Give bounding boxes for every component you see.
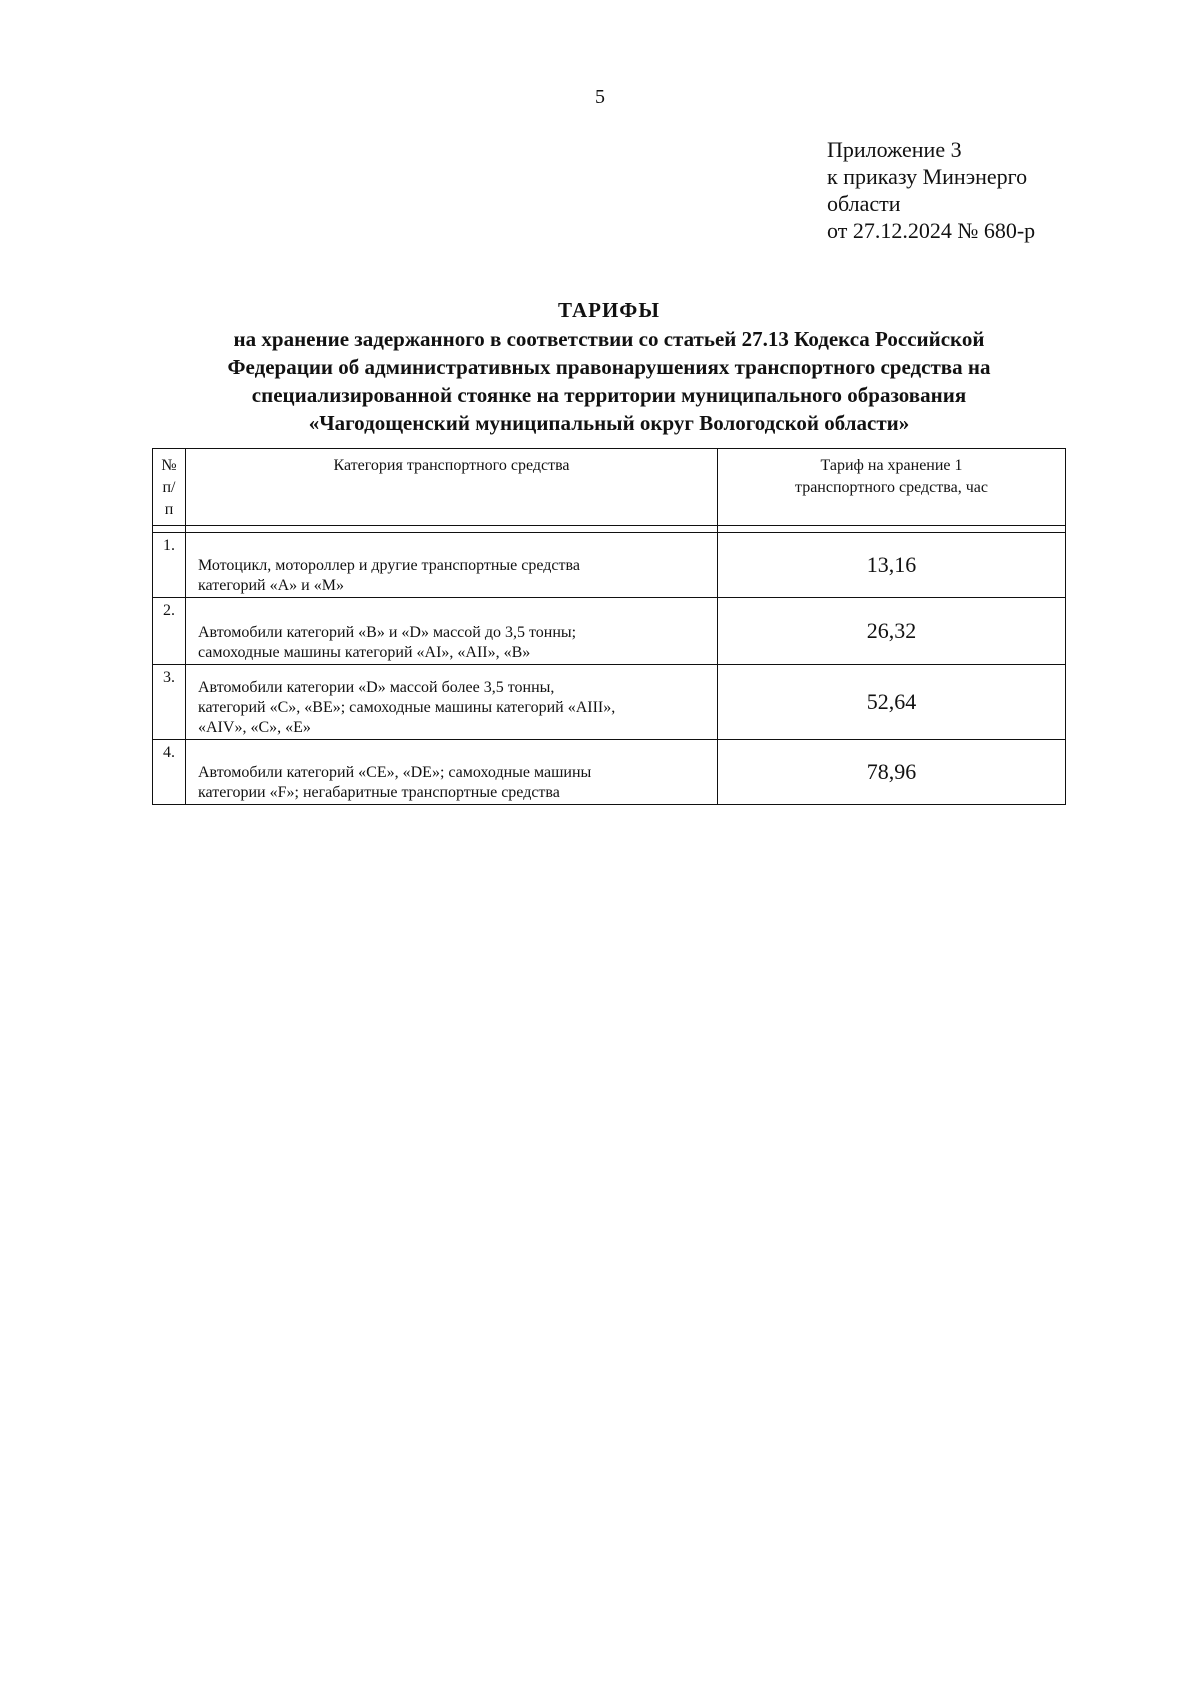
table-header-row — [153, 449, 1066, 526]
header-number-abbr: п/п — [162, 479, 176, 518]
header-number-symbol: № — [161, 457, 177, 474]
header-tariff — [718, 449, 1066, 526]
annex-line-2: к приказу Минэнерго — [827, 164, 1028, 189]
category-line: самоходные машины категорий «АI», «АII», «В» — [198, 644, 531, 661]
subtitle-line-3: специализированной стоянке на территории муниципального образования — [251, 383, 967, 407]
row-number: 1. — [153, 533, 186, 598]
annex-line-3: области — [827, 191, 901, 216]
header-tariff-line-2: транспортного средства, час — [795, 479, 988, 496]
category-line: Автомобили категорий «В» и «D» массой до 3,5 тонны; — [198, 624, 577, 641]
row-category — [186, 665, 718, 740]
subtitle-line-2: Федерации об административных правонарушениях транспортного средства на — [227, 355, 991, 379]
table-row — [153, 598, 1066, 665]
row-category — [186, 598, 718, 665]
row-tariff: 52,64 — [718, 665, 1066, 740]
document-title: ТАРИФЫ — [558, 298, 660, 322]
header-tariff-line-1: Тариф на хранение 1 — [820, 457, 963, 474]
header-number — [153, 449, 186, 526]
row-tariff: 13,16 — [718, 533, 1066, 598]
row-number: 2. — [153, 598, 186, 665]
row-category — [186, 740, 718, 805]
row-tariff: 26,32 — [718, 598, 1066, 665]
subtitle-line-4: «Чагодощенский муниципальный округ Вологодской области» — [308, 411, 910, 435]
document-subtitle — [150, 325, 1068, 437]
header-category-label: Категория транспортного средства — [333, 457, 570, 474]
subtitle-line-1: на хранение задержанного в соответствии со статьей 27.13 Кодекса Российской — [233, 327, 985, 351]
annex-line-1: Приложение 3 — [827, 137, 962, 162]
annex-line-4: от 27.12.2024 № 680-р — [827, 218, 1036, 243]
table-row — [153, 740, 1066, 805]
tariff-table — [152, 448, 1066, 805]
row-tariff: 78,96 — [718, 740, 1066, 805]
table-row — [153, 665, 1066, 740]
annex-reference — [827, 136, 1035, 244]
row-number: 4. — [153, 740, 186, 805]
category-line: категорий «А» и «М» — [198, 577, 344, 594]
row-number: 3. — [153, 665, 186, 740]
category-line: Автомобили категорий «СЕ», «DE»; самоходные машины — [198, 764, 592, 781]
row-category — [186, 533, 718, 598]
table-row — [153, 533, 1066, 598]
category-line: категорий «С», «ВЕ»; самоходные машины категорий «АIII», — [198, 699, 616, 716]
page-number: 5 — [595, 86, 605, 108]
category-line: категории «F»; негабаритные транспортные средства — [198, 784, 560, 801]
document-heading — [150, 295, 1068, 437]
category-line: Автомобили категории «D» массой более 3,5 тонны, — [198, 679, 555, 696]
category-line: Мотоцикл, мотороллер и другие транспортные средства — [198, 557, 580, 574]
category-line: «АIV», «С», «Е» — [198, 719, 311, 736]
header-category — [186, 449, 718, 526]
header-separator — [153, 526, 1066, 533]
